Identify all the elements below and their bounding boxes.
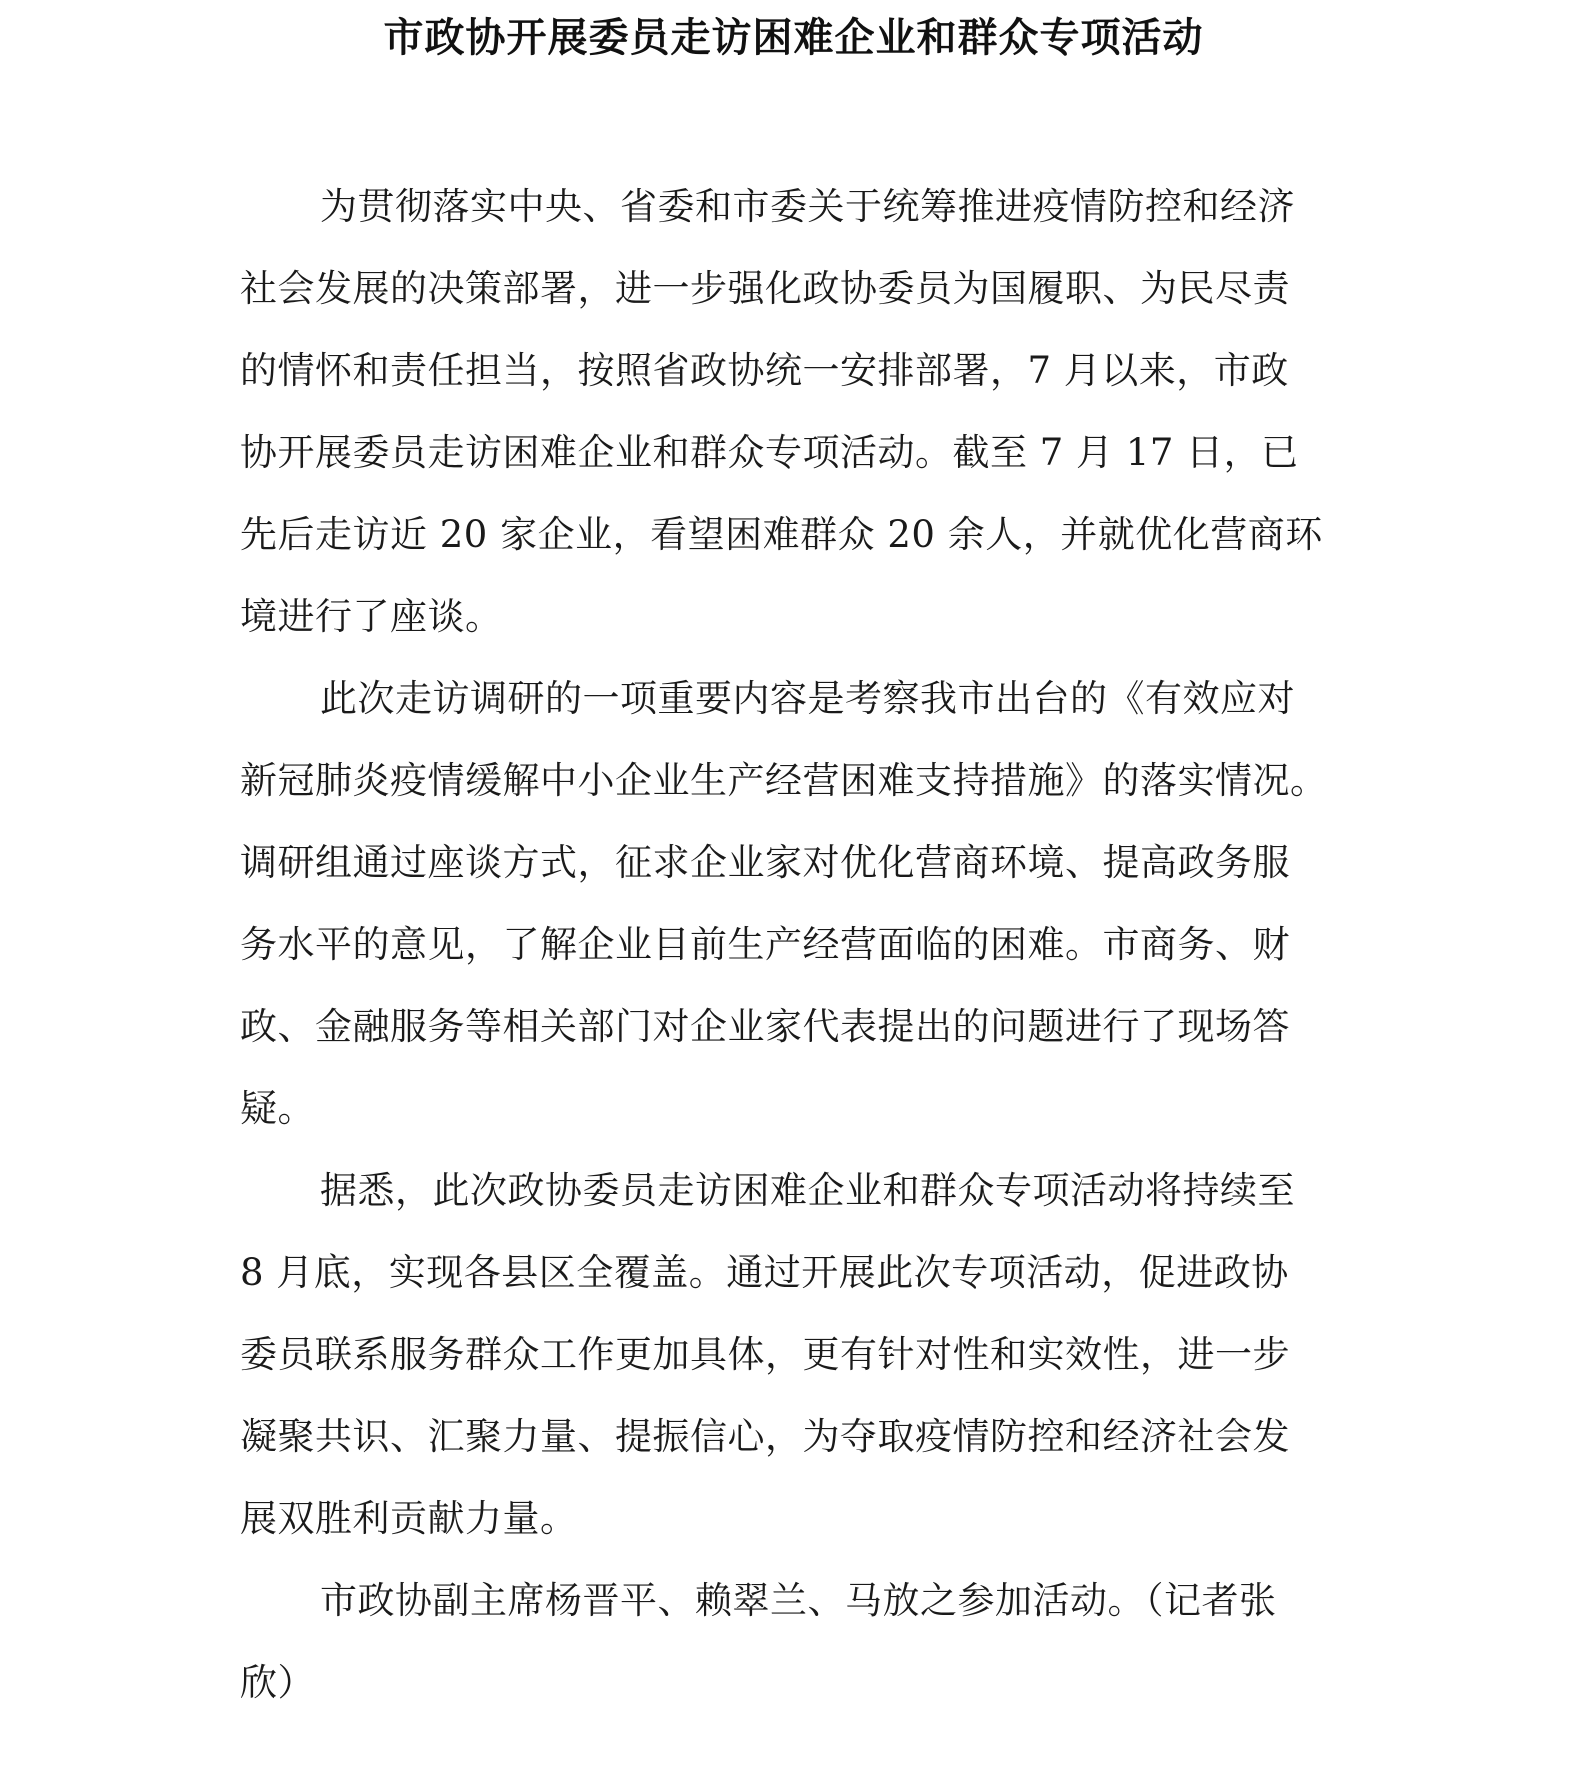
paragraph-1 [240,166,1350,658]
paragraph-line: 8 月底，实现各县区全覆盖。通过开展此次专项活动，促进政协 [240,1251,1289,1294]
paragraph-line: 展双胜利贡献力量。 [240,1497,578,1540]
paragraph-line: 调研组通过座谈方式，征求企业家对优化营商环境、提高政务服 [240,841,1290,884]
paragraph-line: 先后走访近 20 家企业，看望困难群众 20 余人，并就优化营商环 [240,513,1323,556]
paragraph-line: 凝聚共识、汇聚力量、提振信心，为夺取疫情防控和经济社会发 [240,1415,1290,1458]
paragraph-line: 市政协副主席杨晋平、赖翠兰、马放之参加活动。（记者张 [320,1579,1277,1622]
document-body [240,166,1350,1724]
paragraph-line: 的情怀和责任担当，按照省政协统一安排部署，7 月以来，市政 [240,349,1289,392]
paragraph-line: 协开展委员走访困难企业和群众专项活动。截至 7 月 17 日，已 [240,431,1299,474]
paragraph-line: 务水平的意见，了解企业目前生产经营面临的困难。市商务、财 [240,923,1290,966]
paragraph-4 [240,1560,1350,1724]
paragraph-line: 境进行了座谈。 [240,595,503,638]
paragraph-2 [240,658,1350,1150]
paragraph-line: 疑。 [240,1087,315,1130]
paragraph-line: 此次走访调研的一项重要内容是考察我市出台的《有效应对 [320,677,1295,720]
paragraph-3 [240,1150,1350,1560]
paragraph-line: 欣） [240,1661,315,1704]
paragraph-line: 为贯彻落实中央、省委和市委关于统筹推进疫情防控和经济 [320,185,1295,228]
paragraph-line: 委员联系服务群众工作更加具体，更有针对性和实效性，进一步 [240,1333,1290,1376]
paragraph-line: 社会发展的决策部署，进一步强化政协委员为国履职、为民尽责 [240,267,1290,310]
paragraph-line: 政、金融服务等相关部门对企业家代表提出的问题进行了现场答 [240,1005,1290,1048]
document-title: 市政协开展委员走访困难企业和群众专项活动 [383,14,1204,61]
paragraph-line: 新冠肺炎疫情缓解中小企业生产经营困难支持措施》的落实情况。 [240,759,1328,802]
paragraph-line: 据悉，此次政协委员走访困难企业和群众专项活动将持续至 [320,1169,1295,1212]
